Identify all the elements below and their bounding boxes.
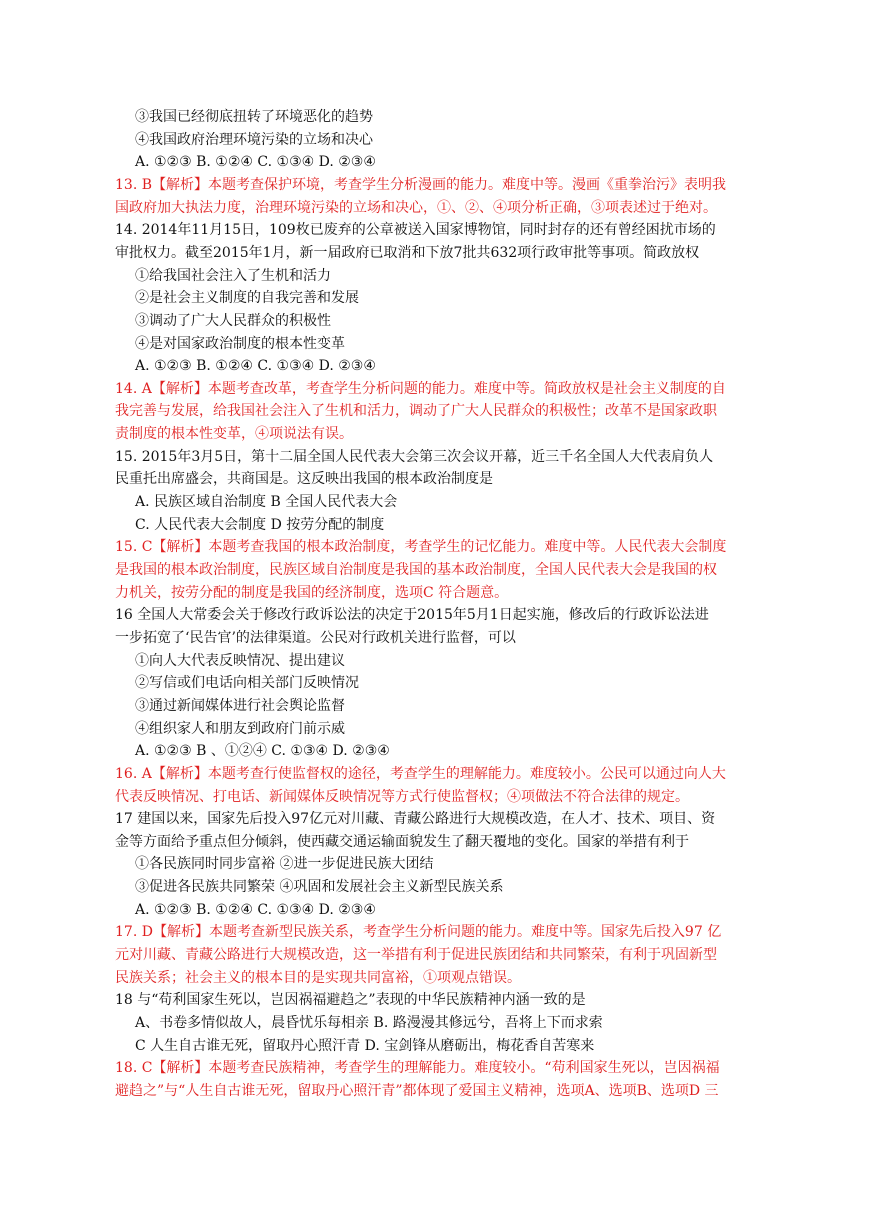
question-line: 15. 2015年3月5日，第十二届全国人民代表大会第三次会议开幕，近三千名全国人大代表肩负人 — [115, 449, 714, 465]
question-line: 金等方面给予重点但分倾斜，使西藏交通运输面貌发生了翻天覆地的变化。国家的举措有利于 — [115, 834, 689, 850]
question-line: 14. 2014年11月15日，109枚已废弃的公章被送入国家博物馆，同时封存的还有曾经困扰市场的 — [115, 222, 716, 238]
question-line: 17 建国以来，国家先后投入97亿元对川藏、青藏公路进行大规模改造，在人才、技术、项目、资 — [115, 811, 716, 827]
answer-explanation-line: 是我国的根本政治制度，民族区域自治制度是我国的基本政治制度，全国人民代表大会是我国的权 — [115, 562, 717, 578]
option-line: A. ①②③ B. ①②④ C. ①③④ D. ②③④ — [135, 902, 376, 918]
answer-explanation-line: 17. D【解析】本题考查新型民族关系，考查学生分析问题的能力。难度中等。国家先后投入97 亿 — [115, 924, 722, 940]
answer-explanation-line: 13. B【解析】本题考查保护环境，考查学生分析漫画的能力。难度中等。漫画《重拳治污》表明我 — [115, 177, 727, 193]
answer-explanation-line: 14. A【解析】本题考查改革，考查学生分析问题的能力。难度中等。简政放权是社会主义制度的自 — [115, 381, 726, 397]
option-line: ①给我国社会注入了生机和活力 — [135, 268, 331, 284]
question-line: 民重托出席盛会，共商国是。这反映出我国的根本政治制度是 — [115, 471, 493, 487]
option-line: ④我国政府治理环境污染的立场和决心 — [135, 132, 373, 148]
option-line: A. ①②③ B. ①②④ C. ①③④ D. ②③④ — [135, 358, 376, 374]
option-line: ①各民族同时同步富裕 ②进一步促进民族大团结 — [135, 856, 434, 872]
answer-explanation-line: 我完善与发展，给我国社会注入了生机和活力，调动了广大人民群众的积极性；改革不是国家政职 — [115, 403, 717, 419]
answer-explanation-line: 元对川藏、青藏公路进行大规模改造，这一举措有利于促进民族团结和共同繁荣，有利于巩固新型 — [115, 947, 717, 963]
answer-explanation-line: 力机关，按劳分配的制度是我国的经济制度，选项C 符合题意。 — [115, 585, 509, 601]
option-line: A. ①②③ B 、①②④ C. ①③④ D. ②③④ — [135, 743, 390, 759]
answer-explanation-line: 国政府加大执法力度，治理环境污染的立场和决心，①、②、④项分析正确，③项表述过于绝对。 — [115, 200, 717, 216]
option-line: ④组织家人和朋友到政府门前示威 — [135, 721, 345, 737]
option-line: A. 民族区域自治制度 B 全国人民代表大会 — [135, 494, 398, 510]
question-line: 审批权力。截至2015年1月，新一届政府已取消和下放7批共632项行政审批等事项。简政放权 — [115, 245, 700, 261]
answer-explanation-line: 15. C【解析】本题考查我国的根本政治制度，考查学生的记忆能力。难度中等。人民代表大会制度 — [115, 539, 727, 555]
question-line: 18 与“苟利国家生死以，岂因祸福避趋之”表现的中华民族精神内涵一致的是 — [115, 992, 586, 1008]
question-line: 16 全国人大常委会关于修改行政诉讼法的决定于2015年5月1日起实施，修改后的行政诉讼法进 — [115, 607, 709, 623]
option-line: ①向人大代表反映情况、提出建议 — [135, 653, 345, 669]
option-line: C. 人民代表大会制度 D 按劳分配的制度 — [135, 517, 385, 533]
answer-explanation-line: 避趋之”与“人生自古谁无死，留取丹心照汗青”都体现了爱国主义精神，选项A、选项B、选项D 三 — [115, 1083, 719, 1099]
option-line: A、书卷多情似故人，晨昏忧乐每相亲 B. 路漫漫其修远兮，吾将上下而求索 — [135, 1015, 603, 1031]
option-line: ③调动了广大人民群众的积极性 — [135, 313, 331, 329]
option-line: ④是对国家政治制度的根本性变革 — [135, 336, 345, 352]
option-line: ③促进各民族共同繁荣 ④巩固和发展社会主义新型民族关系 — [135, 879, 504, 895]
answer-explanation-line: 16. A【解析】本题考查行使监督权的途径，考查学生的理解能力。难度较小。公民可以通过向人大 — [115, 766, 726, 782]
answer-explanation-line: 代表反映情况、打电话、新闻媒体反映情况等方式行使监督权；④项做法不符合法律的规定。 — [115, 789, 689, 805]
answer-explanation-line: 18. C【解析】本题考查民族精神，考查学生的理解能力。难度较小。“苟利国家生死以，岂因祸福 — [115, 1060, 720, 1076]
question-line: 一步拓宽了‘民告官’的法律渠道。公民对行政机关进行监督，可以 — [115, 630, 516, 646]
option-line: ②是社会主义制度的自我完善和发展 — [135, 290, 359, 306]
option-line: ③通过新闻媒体进行社会舆论监督 — [135, 698, 345, 714]
answer-explanation-line: 民族关系；社会主义的根本目的是实现共同富裕，①项观点错误。 — [115, 970, 521, 986]
option-line: ②写信或们电话向相关部门反映情况 — [135, 675, 359, 691]
answer-explanation-line: 责制度的根本性变革，④项说法有误。 — [115, 426, 353, 442]
option-line: A. ①②③ B. ①②④ C. ①③④ D. ②③④ — [135, 154, 376, 170]
option-line: C 人生自古谁无死，留取丹心照汗青 D. 宝剑锋从磨砺出，梅花香自苦寒来 — [135, 1038, 595, 1054]
option-line: ③我国已经彻底扭转了环境恶化的趋势 — [135, 109, 373, 125]
